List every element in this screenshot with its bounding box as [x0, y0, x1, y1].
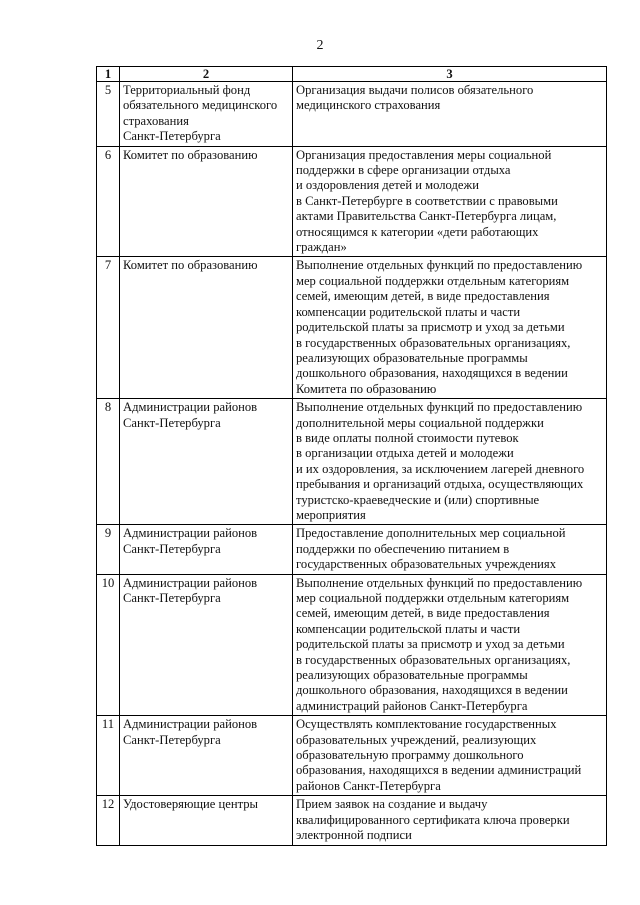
row-number: 6: [97, 146, 120, 257]
organization-cell: Территориальный фонд обязательного медицинского страхования Санкт-Петербурга: [120, 82, 293, 147]
organization-cell: Комитет по образованию: [120, 257, 293, 399]
organization-cell: Комитет по образованию: [120, 146, 293, 257]
row-number: 9: [97, 525, 120, 574]
table-header-row: [97, 67, 607, 82]
header-col-3: 3: [293, 67, 607, 82]
function-cell: Осуществлять комплектование государственных образовательных учреждений, реализующих образовательную программу дошкольного образования, находящихся в ведении администраций районов Санкт-Петербурга: [293, 716, 607, 796]
table-row: [97, 525, 607, 574]
function-cell: Выполнение отдельных функций по предоставлению мер социальной поддержки отдельным категориям семей, имеющим детей, в виде предоставления компенсации родительской платы и части родительской платы за присмотр и уход за детьми в государственных образовательных организациях, реализующих образовательные программы дошкольного образования, находящихся в ведении Комитета по образованию: [293, 257, 607, 399]
table-row: [97, 399, 607, 525]
function-cell: Выполнение отдельных функций по предоставлению мер социальной поддержки отдельным категориям семей, имеющим детей, в виде предоставления компенсации родительской платы и части родительской платы за присмотр и уход за детьми в государственных образовательных организациях, реализующих образовательные программы дошкольного образования, находящихся в ведении администраций районов Санкт-Петербурга: [293, 574, 607, 716]
row-number: 8: [97, 399, 120, 525]
organization-cell: Удостоверяющие центры: [120, 796, 293, 845]
table-row: [97, 574, 607, 716]
organization-cell: Администрации районов Санкт-Петербурга: [120, 574, 293, 716]
organization-cell: Администрации районов Санкт-Петербурга: [120, 716, 293, 796]
table-row: [97, 796, 607, 845]
function-cell: Организация предоставления меры социальной поддержки в сфере организации отдыха и оздоровления детей и молодежи в Санкт-Петербурге в соответствии с правовыми актами Правительства Санкт-Петербурга лицам, относящимся к категории «дети работающих граждан»: [293, 146, 607, 257]
row-number: 11: [97, 716, 120, 796]
table-row: [97, 716, 607, 796]
organization-cell: Администрации районов Санкт-Петербурга: [120, 399, 293, 525]
function-cell: Предоставление дополнительных мер социальной поддержки по обеспечению питанием в государственных образовательных учреждениях: [293, 525, 607, 574]
organization-cell: Администрации районов Санкт-Петербурга: [120, 525, 293, 574]
table-row: [97, 82, 607, 147]
function-cell: Организация выдачи полисов обязательного медицинского страхования: [293, 82, 607, 147]
row-number: 12: [97, 796, 120, 845]
table-row: [97, 146, 607, 257]
function-cell: Выполнение отдельных функций по предоставлению дополнительной меры социальной поддержки в виде оплаты полной стоимости путевок в организации отдыха детей и молодежи и их оздоровления, за исключением лагерей дневного пребывания и организаций отдыха, осуществляющих туристско-краеведческие и (или) спортивные мероприятия: [293, 399, 607, 525]
header-col-2: 2: [120, 67, 293, 82]
row-number: 7: [97, 257, 120, 399]
header-col-1: 1: [97, 67, 120, 82]
row-number: 10: [97, 574, 120, 716]
page-number: 2: [316, 38, 324, 53]
function-cell: Прием заявок на создание и выдачу квалифицированного сертификата ключа проверки электронной подписи: [293, 796, 607, 845]
services-table: [96, 66, 607, 846]
row-number: 5: [97, 82, 120, 147]
table-row: [97, 257, 607, 399]
